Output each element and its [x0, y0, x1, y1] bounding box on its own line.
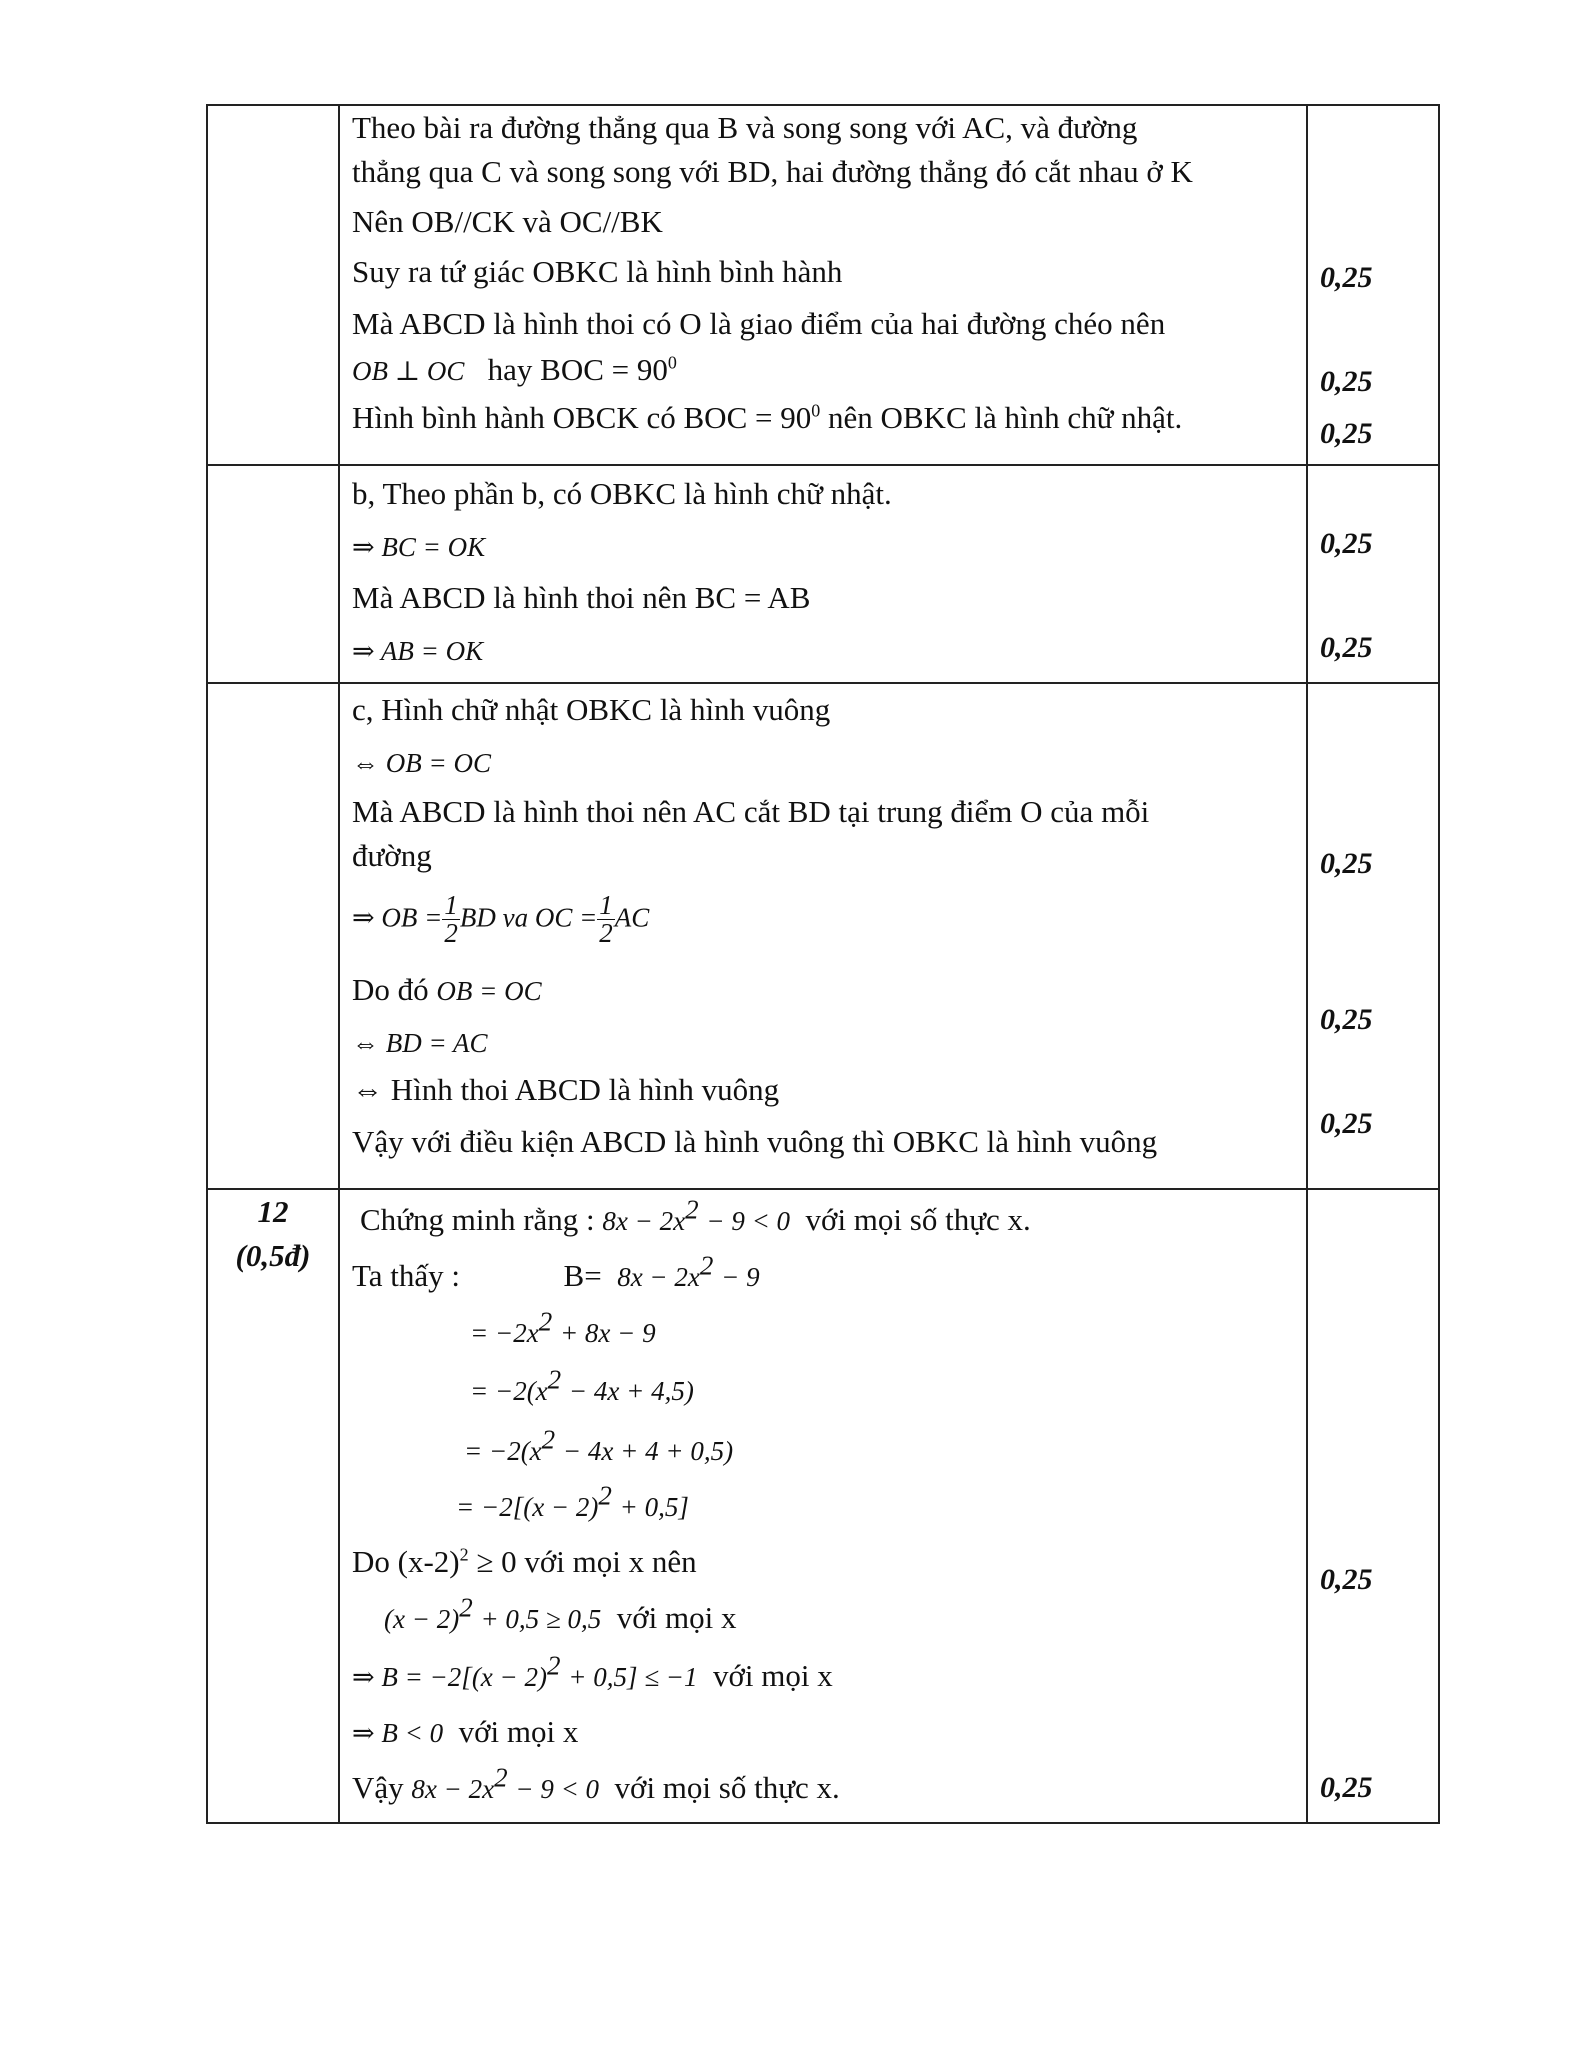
solution-line: Nên OB//CK và OC//BK: [352, 204, 663, 239]
solution-line: nên OBKC là hình chữ nhật.: [827, 400, 1183, 435]
fraction-half: [442, 892, 460, 947]
question-cell: [207, 105, 339, 465]
math-expression: ⇒ BC = OK: [352, 532, 486, 562]
solution-cell: [339, 105, 1307, 465]
math-expression: (x − 2): [384, 1604, 460, 1634]
fraction-half: [597, 892, 615, 947]
math-expression: − 9 < 0: [706, 1206, 791, 1236]
math-expression: − 4x + 4 + 0,5): [562, 1436, 734, 1466]
solution-line: với mọi x: [713, 1658, 833, 1693]
solution-line: Chứng minh rằng :: [360, 1202, 595, 1237]
solution-line: Mà ABCD là hình thoi có O là giao điểm của hai đường chéo nên: [352, 306, 1166, 341]
math-expression: ⇔ OB = OC: [352, 748, 491, 778]
superscript: 2: [547, 1650, 561, 1681]
superscript: 2: [699, 1250, 714, 1281]
score-cell: [1307, 1189, 1439, 1823]
solution-line: Suy ra tứ giác OBKC là hình bình hành: [352, 254, 843, 289]
solution-line: với mọi số thực x.: [805, 1202, 1031, 1237]
fraction-numerator: 1: [599, 890, 613, 920]
solution-line: đường: [352, 838, 432, 873]
table-row: [207, 683, 1439, 1189]
table-row: [207, 465, 1439, 683]
superscript: 2: [538, 1306, 553, 1337]
score: 0,25: [1320, 847, 1373, 880]
solution-line: hay BOC = 90: [487, 352, 668, 387]
superscript: 2: [459, 1544, 469, 1565]
score: 0,25: [1320, 527, 1373, 560]
solution-line: Vậy: [352, 1770, 404, 1805]
answer-table: [206, 104, 1440, 1824]
math-expression: AC: [614, 902, 650, 933]
math-expression: + 0,5 ≥ 0,5: [480, 1604, 602, 1634]
solution-line: với mọi x: [616, 1600, 737, 1635]
score: 0,25: [1320, 261, 1373, 294]
superscript: 2: [598, 1480, 612, 1511]
solution-line: với mọi x: [458, 1714, 579, 1749]
solution-line: Mà ABCD là hình thoi nên AC cắt BD tại trung điểm O của mỗi: [352, 794, 1150, 829]
solution-line: ⇔ Hình thoi ABCD là hình vuông: [352, 1072, 780, 1107]
solution-line: Do đó: [352, 972, 429, 1007]
math-expression: = −2[(x − 2): [456, 1492, 599, 1522]
math-expression: = −2(x: [464, 1436, 542, 1466]
solution-line: thẳng qua C và song song với BD, hai đường thẳng đó cắt nhau ở K: [352, 154, 1193, 189]
math-expression: 8x − 2x: [602, 1206, 686, 1236]
math-expression: ⇒ B < 0: [352, 1718, 444, 1748]
math-expression: = −2x: [470, 1318, 539, 1348]
math-expression: ⇔ BD = AC: [352, 1028, 488, 1058]
solution-cell: [339, 465, 1307, 683]
solution-line: B=: [563, 1258, 602, 1293]
math-expression: − 9: [721, 1262, 760, 1292]
question-number: 12: [257, 1194, 289, 1229]
solution-line: với mọi số thực x.: [614, 1770, 840, 1805]
superscript: 2: [685, 1194, 699, 1225]
score-cell: [1307, 105, 1439, 465]
solution-cell: [339, 1189, 1307, 1823]
math-expression: − 4x + 4,5): [568, 1376, 694, 1406]
score: 0,25: [1320, 631, 1373, 664]
math-expression: + 8x − 9: [559, 1318, 656, 1348]
question-cell: [207, 683, 339, 1189]
math-expression: − 9 < 0: [515, 1774, 600, 1804]
math-expression: + 0,5]: [619, 1492, 689, 1522]
table-row: [207, 105, 1439, 465]
fraction-denominator: 2: [444, 918, 458, 948]
score: 0,25: [1320, 1107, 1373, 1140]
solution-line: Mà ABCD là hình thoi nên BC = AB: [352, 580, 811, 615]
score: 0,25: [1320, 1563, 1373, 1596]
table-row: [207, 1189, 1439, 1823]
score: 0,25: [1320, 1771, 1373, 1804]
superscript: 2: [459, 1592, 473, 1623]
question-cell: [207, 1189, 339, 1823]
score: 0,25: [1320, 417, 1373, 450]
superscript: 0: [667, 352, 677, 373]
math-expression: = −2(x: [470, 1376, 548, 1406]
solution-line: Do (x-2): [352, 1544, 460, 1579]
question-cell: [207, 465, 339, 683]
math-expression: BD va OC =: [459, 902, 598, 933]
fraction-numerator: 1: [444, 890, 458, 920]
solution-line: Ta thấy :: [352, 1258, 461, 1293]
solution-line: Vậy với điều kiện ABCD là hình vuông thì OBKC là hình vuông: [352, 1124, 1158, 1159]
fraction-denominator: 2: [599, 918, 613, 948]
solution-line: Theo bài ra đường thẳng qua B và song song với AC, và đường: [352, 110, 1138, 145]
solution-cell: [339, 683, 1307, 1189]
solution-line: b, Theo phần b, có OBKC là hình chữ nhật.: [352, 476, 892, 511]
question-points: (0,5đ): [235, 1238, 311, 1273]
math-expression: ⇒ OB =: [352, 902, 443, 933]
math-expression: ⇒ B = −2[(x − 2): [352, 1662, 547, 1692]
superscript: 2: [547, 1364, 562, 1395]
score: 0,25: [1320, 1003, 1373, 1036]
superscript: 2: [494, 1762, 508, 1793]
math-expression: OB ⊥ OC: [352, 356, 465, 386]
superscript: 0: [811, 400, 821, 421]
solution-line: ≥ 0 với mọi x nên: [476, 1544, 697, 1579]
score-cell: [1307, 683, 1439, 1189]
math-expression: + 0,5] ≤ −1: [568, 1662, 698, 1692]
score-cell: [1307, 465, 1439, 683]
math-expression: 8x − 2x: [411, 1774, 495, 1804]
math-expression: OB = OC: [436, 976, 542, 1006]
score: 0,25: [1320, 365, 1373, 398]
math-expression: ⇒ AB = OK: [352, 636, 484, 666]
solution-line: Hình bình hành OBCK có BOC = 90: [352, 400, 812, 435]
solution-line: c, Hình chữ nhật OBKC là hình vuông: [352, 692, 831, 727]
superscript: 2: [541, 1424, 556, 1455]
math-expression: 8x − 2x: [617, 1262, 700, 1292]
